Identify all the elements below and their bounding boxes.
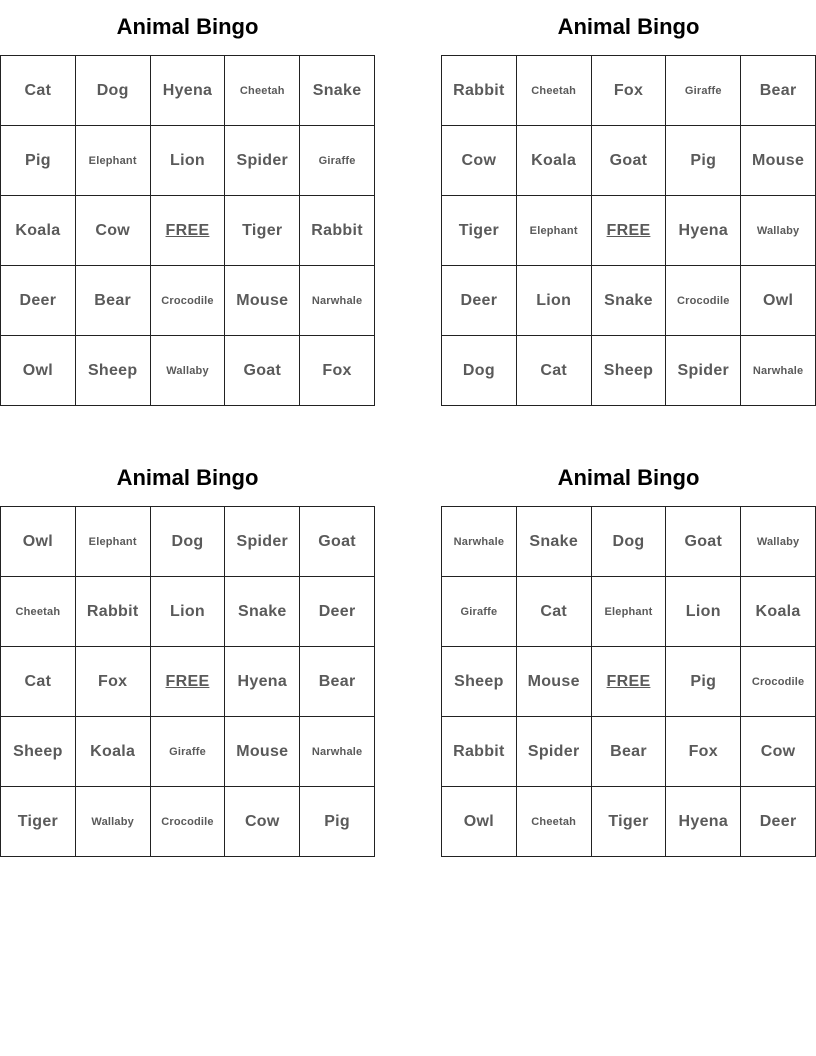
- bingo-cell: Cow: [76, 196, 151, 266]
- bingo-cell: Snake: [592, 266, 667, 336]
- bingo-cell: Deer: [300, 577, 375, 647]
- bingo-cell: Lion: [517, 266, 592, 336]
- bingo-cell: Narwhale: [300, 266, 375, 336]
- bingo-cell: Narwhale: [442, 507, 517, 577]
- bingo-cell: Rabbit: [442, 56, 517, 126]
- bingo-cell: Wallaby: [741, 196, 816, 266]
- bingo-grid: [0, 506, 375, 857]
- bingo-cell: Owl: [442, 787, 517, 857]
- bingo-cell: Wallaby: [76, 787, 151, 857]
- free-space-cell: FREE: [592, 647, 667, 717]
- bingo-cell: Owl: [1, 507, 76, 577]
- bingo-cell: Rabbit: [76, 577, 151, 647]
- bingo-cell: Koala: [517, 126, 592, 196]
- bingo-cell: Goat: [666, 507, 741, 577]
- bingo-cell: Cow: [741, 717, 816, 787]
- bingo-cell: Bear: [592, 717, 667, 787]
- free-space-cell: FREE: [151, 196, 226, 266]
- bingo-cell: Elephant: [517, 196, 592, 266]
- bingo-cell: Koala: [1, 196, 76, 266]
- bingo-cell: Giraffe: [300, 126, 375, 196]
- bingo-cell: Koala: [76, 717, 151, 787]
- bingo-cell: Rabbit: [300, 196, 375, 266]
- bingo-cell: Giraffe: [442, 577, 517, 647]
- bingo-cell: Goat: [592, 126, 667, 196]
- bingo-cell: Cat: [517, 336, 592, 406]
- bingo-cell: Koala: [741, 577, 816, 647]
- bingo-cell: Elephant: [76, 507, 151, 577]
- bingo-cell: Crocodile: [151, 787, 226, 857]
- bingo-cell: Crocodile: [741, 647, 816, 717]
- bingo-cell: Pig: [666, 126, 741, 196]
- bingo-cell: Cheetah: [1, 577, 76, 647]
- bingo-cell: Cow: [442, 126, 517, 196]
- bingo-cell: Tiger: [592, 787, 667, 857]
- bingo-cell: Sheep: [592, 336, 667, 406]
- bingo-cell: Dog: [592, 507, 667, 577]
- bingo-cell: Narwhale: [300, 717, 375, 787]
- card-title: Animal Bingo: [557, 465, 700, 490]
- bingo-cell: Narwhale: [741, 336, 816, 406]
- bingo-cell: Snake: [517, 507, 592, 577]
- bingo-cell: Mouse: [517, 647, 592, 717]
- bingo-cell: Snake: [225, 577, 300, 647]
- bingo-cell: Cow: [225, 787, 300, 857]
- bingo-cell: Spider: [225, 507, 300, 577]
- bingo-cell: Deer: [1, 266, 76, 336]
- bingo-cell: Goat: [225, 336, 300, 406]
- bingo-cell: Tiger: [1, 787, 76, 857]
- bingo-cell: Deer: [442, 266, 517, 336]
- bingo-cell: Mouse: [741, 126, 816, 196]
- bingo-cell: Lion: [151, 577, 226, 647]
- bingo-cell: Fox: [76, 647, 151, 717]
- bingo-cell: Pig: [1, 126, 76, 196]
- bingo-cell: Fox: [300, 336, 375, 406]
- bingo-cell: Crocodile: [666, 266, 741, 336]
- bingo-cell: Hyena: [666, 196, 741, 266]
- bingo-cell: Cheetah: [225, 56, 300, 126]
- bingo-cell: Pig: [666, 647, 741, 717]
- bingo-cell: Wallaby: [741, 507, 816, 577]
- bingo-cell: Sheep: [1, 717, 76, 787]
- bingo-cell: Hyena: [225, 647, 300, 717]
- bingo-cell: Snake: [300, 56, 375, 126]
- bingo-cell: Cheetah: [517, 787, 592, 857]
- bingo-cell: Dog: [151, 507, 226, 577]
- bingo-cell: Cat: [1, 56, 76, 126]
- card-title: Animal Bingo: [116, 14, 259, 39]
- bingo-cell: Cat: [1, 647, 76, 717]
- bingo-cell: Sheep: [76, 336, 151, 406]
- bingo-cell: Giraffe: [151, 717, 226, 787]
- bingo-cell: Tiger: [442, 196, 517, 266]
- bingo-cell: Rabbit: [442, 717, 517, 787]
- bingo-cell: Dog: [442, 336, 517, 406]
- bingo-cell: Owl: [1, 336, 76, 406]
- bingo-cell: Wallaby: [151, 336, 226, 406]
- bingo-cell: Bear: [741, 56, 816, 126]
- bingo-cell: Sheep: [442, 647, 517, 717]
- bingo-grid: [441, 55, 816, 406]
- bingo-grid: [0, 55, 375, 406]
- bingo-cell: Pig: [300, 787, 375, 857]
- bingo-cell: Cheetah: [517, 56, 592, 126]
- bingo-cell: Bear: [300, 647, 375, 717]
- free-space-cell: FREE: [592, 196, 667, 266]
- bingo-cell: Dog: [76, 56, 151, 126]
- bingo-cell: Spider: [517, 717, 592, 787]
- bingo-cell: Deer: [741, 787, 816, 857]
- bingo-cell: Lion: [666, 577, 741, 647]
- bingo-cell: Mouse: [225, 717, 300, 787]
- bingo-cell: Goat: [300, 507, 375, 577]
- bingo-cell: Owl: [741, 266, 816, 336]
- card-title: Animal Bingo: [557, 14, 700, 39]
- bingo-cell: Lion: [151, 126, 226, 196]
- bingo-cell: Spider: [666, 336, 741, 406]
- bingo-cell: Hyena: [151, 56, 226, 126]
- bingo-cell: Cat: [517, 577, 592, 647]
- card-title: Animal Bingo: [116, 465, 259, 490]
- bingo-cell: Giraffe: [666, 56, 741, 126]
- bingo-cell: Mouse: [225, 266, 300, 336]
- bingo-cell: Elephant: [592, 577, 667, 647]
- bingo-cell: Elephant: [76, 126, 151, 196]
- bingo-cell: Fox: [592, 56, 667, 126]
- bingo-cell: Bear: [76, 266, 151, 336]
- bingo-grid: [441, 506, 816, 857]
- bingo-cell: Fox: [666, 717, 741, 787]
- bingo-cell: Hyena: [666, 787, 741, 857]
- bingo-cell: Crocodile: [151, 266, 226, 336]
- bingo-cell: Tiger: [225, 196, 300, 266]
- free-space-cell: FREE: [151, 647, 226, 717]
- bingo-cell: Spider: [225, 126, 300, 196]
